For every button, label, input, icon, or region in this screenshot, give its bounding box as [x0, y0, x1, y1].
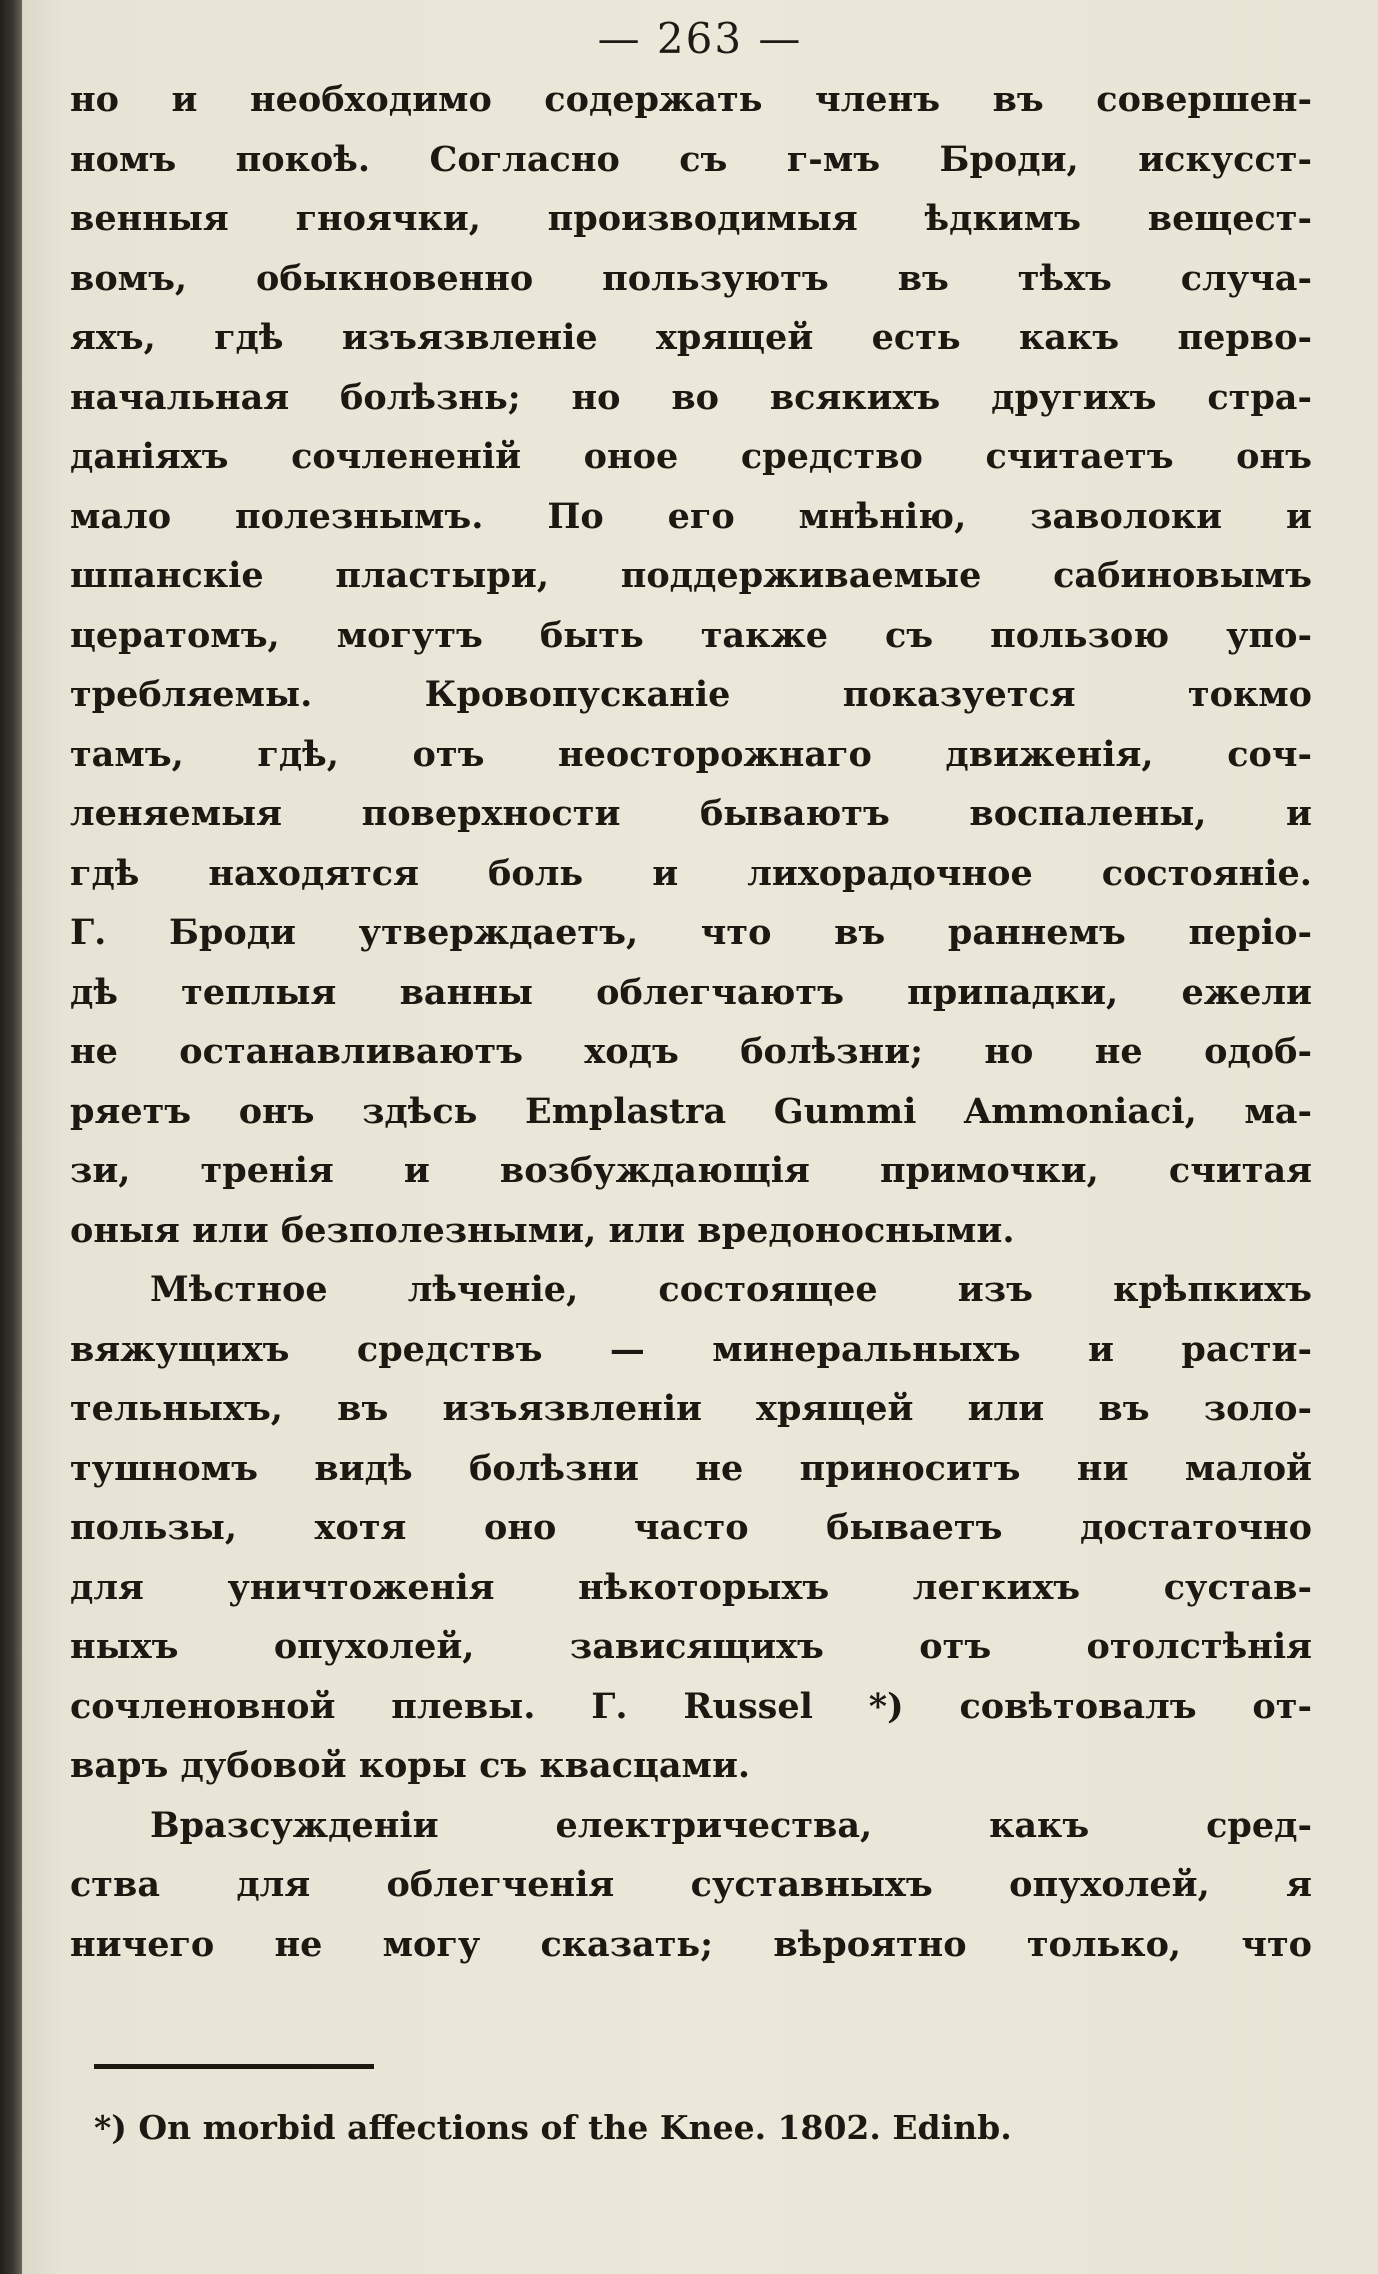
text-line: не останавливаютъ ходъ болѣзни; но не одоб-	[70, 1031, 1312, 1072]
footnote-rule	[94, 2064, 374, 2069]
text-line: вяжущихъ средствъ — минеральныхъ и расти-	[70, 1328, 1312, 1370]
text-line: тамъ, гдѣ, отъ неосторожнаго движенія, соч-	[70, 733, 1312, 775]
text-line: ства для облегченія суставныхъ опухолей, я	[70, 1864, 1312, 1905]
text-line: вомъ, обыкновенно пользуютъ въ тѣхъ случа-	[70, 257, 1312, 299]
footnote: *) On morbid affections of the Knee. 1802. Edinb.	[94, 2108, 1012, 2147]
text-line: тушномъ видѣ болѣзни не приноситъ ни малой	[70, 1447, 1312, 1489]
text-line: леняемыя поверхности бываютъ воспалены, и	[70, 793, 1312, 834]
text-line: гдѣ находятся боль и лихорадочное состояніе.	[70, 852, 1312, 894]
text-line: мало полезнымъ. По его мнѣнію, заволоки и	[70, 495, 1312, 537]
text-line: яхъ, гдѣ изъязвленіе хрящей есть какъ перво-	[70, 317, 1312, 358]
text-line: сочленовной плевы. Г. Russel *) совѣтовалъ от-	[70, 1685, 1312, 1727]
text-line: пользы, хотя оно часто бываетъ достаточно	[70, 1507, 1312, 1548]
text-line: даніяхъ сочлененій оное средство считаетъ онъ	[70, 436, 1312, 477]
text-line: тельныхъ, въ изъязвленіи хрящей или въ золо-	[70, 1388, 1312, 1429]
text-line: варъ дубовой коры съ квасцами.	[70, 1745, 751, 1786]
body-text	[70, 70, 1312, 1974]
text-line: номъ покоѣ. Согласно съ г-мъ Броди, искусст-	[70, 138, 1312, 180]
text-line: ряетъ онъ здѣсь Emplastra Gummi Ammoniaci, ма-	[70, 1090, 1312, 1132]
text-line: требляемы. Кровопусканіе показуется токмо	[70, 674, 1312, 715]
text-line: начальная болѣзнь; но во всякихъ другихъ стра-	[70, 376, 1312, 418]
text-line: оныя или безполезными, или вредоносными.	[70, 1209, 1015, 1251]
text-line: но и необходимо содержать членъ въ совершен-	[70, 79, 1312, 120]
text-line: для уничтоженія нѣкоторыхъ легкихъ сустав-	[70, 1566, 1312, 1608]
book-gutter	[0, 0, 22, 2274]
text-line: Г. Броди утверждаетъ, что въ раннемъ періо-	[70, 912, 1312, 953]
text-line: венныя гноячки, производимыя ѣдкимъ вещест-	[70, 198, 1312, 239]
text-line: ничего не могу сказать; вѣроятно только, что	[70, 1923, 1312, 1965]
text-line: зи, тренія и возбуждающія примочки, считая	[70, 1150, 1312, 1191]
text-line: Вразсужденіи електричества, какъ сред-	[150, 1804, 1312, 1846]
page-number: — 263 —	[597, 14, 803, 63]
text-line: шпанскіе пластыри, поддерживаемые сабиновымъ	[70, 555, 1312, 596]
text-line: Мѣстное лѣченіе, состоящее изъ крѣпкихъ	[150, 1269, 1312, 1310]
book-page	[22, 0, 1378, 2274]
text-line: цератомъ, могутъ быть также съ пользою упо-	[70, 614, 1312, 656]
text-line: ныхъ опухолей, зависящихъ отъ отолстѣнія	[70, 1626, 1312, 1667]
text-line: дѣ теплыя ванны облегчаютъ припадки, ежели	[70, 971, 1312, 1013]
